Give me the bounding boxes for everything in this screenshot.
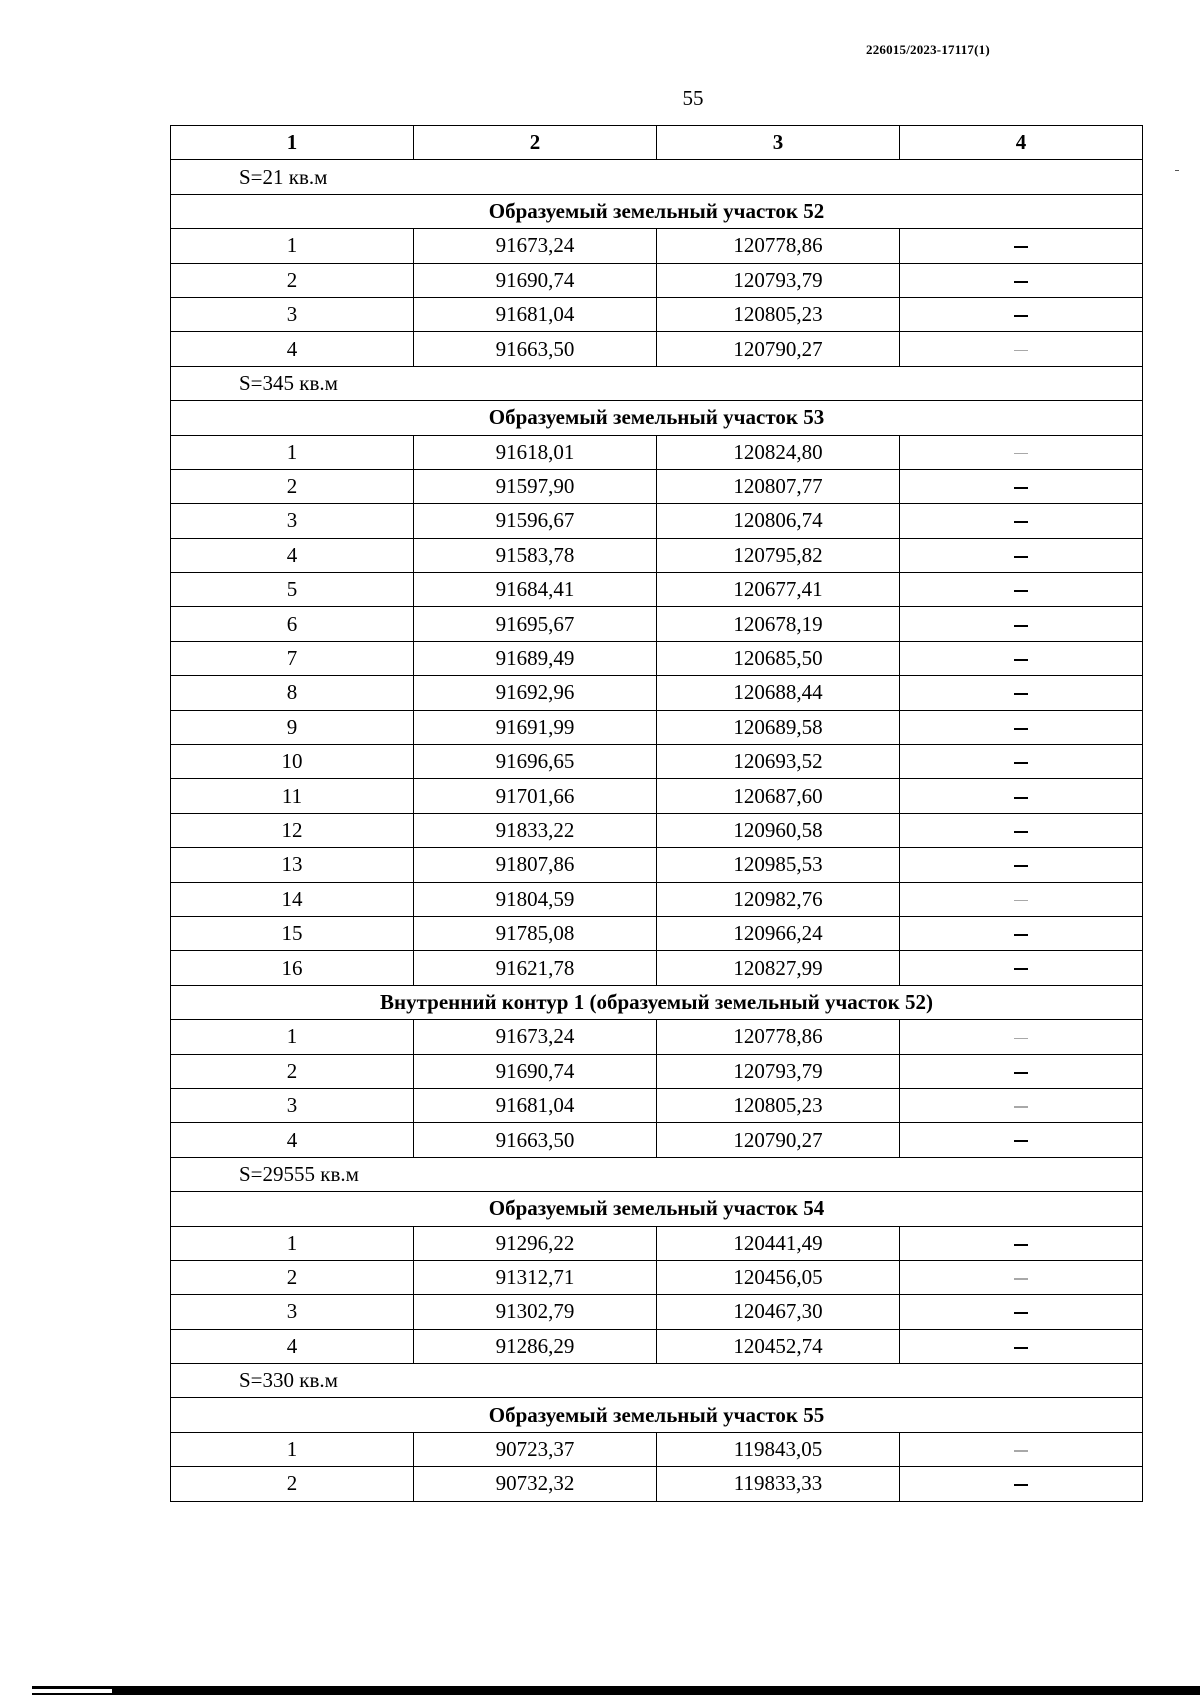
value-cell — [900, 607, 1143, 641]
point-number-cell: 2 — [171, 1054, 414, 1088]
dash-mark — [1014, 556, 1028, 558]
point-number-cell: 4 — [171, 1329, 414, 1363]
coordinate-y-cell: 120982,76 — [657, 882, 900, 916]
coordinate-x-cell: 91296,22 — [414, 1226, 657, 1260]
value-cell — [900, 848, 1143, 882]
coordinate-x-cell: 91689,49 — [414, 641, 657, 675]
point-number-cell: 1 — [171, 435, 414, 469]
value-cell — [900, 263, 1143, 297]
coordinate-y-cell: 120678,19 — [657, 607, 900, 641]
coordinate-x-cell: 91681,04 — [414, 1088, 657, 1122]
value-cell — [900, 229, 1143, 263]
dash-mark — [1014, 281, 1028, 283]
table-row — [171, 1295, 1143, 1329]
point-number-cell: 1 — [171, 1020, 414, 1054]
point-number-cell: 3 — [171, 1295, 414, 1329]
coordinate-y-cell: 120790,27 — [657, 332, 900, 366]
area-row — [171, 1157, 1143, 1191]
point-number-cell: 5 — [171, 573, 414, 607]
value-cell — [900, 1054, 1143, 1088]
coordinate-y-cell: 120689,58 — [657, 710, 900, 744]
coordinate-y-cell: 120456,05 — [657, 1260, 900, 1294]
dash-mark — [1014, 1312, 1028, 1314]
point-number-cell: 10 — [171, 745, 414, 779]
table-row — [171, 1088, 1143, 1122]
value-cell — [900, 1260, 1143, 1294]
coordinate-y-cell: 120985,53 — [657, 848, 900, 882]
section-title-row — [171, 401, 1143, 435]
point-number-cell: 2 — [171, 1467, 414, 1501]
coordinate-y-cell: 120966,24 — [657, 916, 900, 950]
area-label: S=345 кв.м — [171, 366, 1143, 400]
coordinate-y-cell: 120452,74 — [657, 1329, 900, 1363]
coordinate-x-cell: 91691,99 — [414, 710, 657, 744]
dash-mark — [1014, 659, 1028, 661]
value-cell — [900, 504, 1143, 538]
table-row — [171, 676, 1143, 710]
dash-mark — [1014, 487, 1028, 489]
section-title: Образуемый земельный участок 52 — [171, 194, 1143, 228]
point-number-cell: 4 — [171, 332, 414, 366]
coordinate-y-cell: 120677,41 — [657, 573, 900, 607]
value-cell — [900, 469, 1143, 503]
column-header: 4 — [900, 126, 1143, 160]
column-header: 1 — [171, 126, 414, 160]
column-header: 2 — [414, 126, 657, 160]
coordinate-x-cell: 91596,67 — [414, 504, 657, 538]
area-label: S=29555 кв.м — [171, 1157, 1143, 1191]
coordinate-y-cell: 120688,44 — [657, 676, 900, 710]
value-cell — [900, 1467, 1143, 1501]
value-cell — [900, 538, 1143, 572]
point-number-cell: 16 — [171, 951, 414, 985]
dash-mark — [1014, 1244, 1028, 1246]
coordinate-y-cell: 120685,50 — [657, 641, 900, 675]
coordinate-x-cell: 91804,59 — [414, 882, 657, 916]
dash-mark — [1014, 315, 1028, 317]
coordinate-y-cell: 120790,27 — [657, 1123, 900, 1157]
coordinate-x-cell: 91302,79 — [414, 1295, 657, 1329]
coordinate-y-cell: 120441,49 — [657, 1226, 900, 1260]
table-row — [171, 297, 1143, 331]
coordinate-y-cell: 120805,23 — [657, 297, 900, 331]
dash-mark — [1014, 1072, 1028, 1074]
point-number-cell: 1 — [171, 1226, 414, 1260]
coordinate-x-cell: 91673,24 — [414, 1020, 657, 1054]
coordinate-x-cell: 91807,86 — [414, 848, 657, 882]
table-row — [171, 779, 1143, 813]
point-number-cell: 6 — [171, 607, 414, 641]
dash-mark — [1014, 453, 1028, 455]
dash-mark — [1014, 900, 1028, 902]
point-number-cell: 2 — [171, 263, 414, 297]
page-number: 55 — [682, 86, 704, 110]
value-cell — [900, 641, 1143, 675]
table-row — [171, 504, 1143, 538]
point-number-cell: 9 — [171, 710, 414, 744]
value-cell — [900, 951, 1143, 985]
dash-mark — [1014, 1450, 1028, 1452]
area-row — [171, 366, 1143, 400]
value-cell — [900, 745, 1143, 779]
dash-mark — [1014, 762, 1028, 764]
point-number-cell: 2 — [171, 1260, 414, 1294]
coordinate-y-cell: 120827,99 — [657, 951, 900, 985]
coordinate-x-cell: 91597,90 — [414, 469, 657, 503]
table-row — [171, 1260, 1143, 1294]
point-number-cell: 11 — [171, 779, 414, 813]
area-label: S=21 кв.м — [171, 160, 1143, 194]
coordinate-x-cell: 91621,78 — [414, 951, 657, 985]
coordinate-x-cell: 91692,96 — [414, 676, 657, 710]
point-number-cell: 1 — [171, 1432, 414, 1466]
section-title-row — [171, 1192, 1143, 1226]
table-row — [171, 469, 1143, 503]
table-row — [171, 848, 1143, 882]
point-number-cell: 7 — [171, 641, 414, 675]
coordinate-x-cell: 91696,65 — [414, 745, 657, 779]
dash-mark — [1014, 1106, 1028, 1108]
value-cell — [900, 435, 1143, 469]
coordinate-y-cell: 120807,77 — [657, 469, 900, 503]
coordinate-y-cell: 119843,05 — [657, 1432, 900, 1466]
dash-mark — [1014, 797, 1028, 799]
area-label: S=330 кв.м — [171, 1364, 1143, 1398]
value-cell — [900, 1432, 1143, 1466]
table-row — [171, 229, 1143, 263]
value-cell — [900, 710, 1143, 744]
scan-artifact — [1175, 170, 1179, 171]
value-cell — [900, 1226, 1143, 1260]
coordinate-y-cell: 120778,86 — [657, 1020, 900, 1054]
point-number-cell: 2 — [171, 469, 414, 503]
table-row — [171, 573, 1143, 607]
coordinate-x-cell: 90732,32 — [414, 1467, 657, 1501]
value-cell — [900, 779, 1143, 813]
point-number-cell: 8 — [171, 676, 414, 710]
coordinate-x-cell: 91690,74 — [414, 1054, 657, 1088]
column-header: 3 — [657, 126, 900, 160]
value-cell — [900, 1020, 1143, 1054]
value-cell — [900, 1088, 1143, 1122]
table-row — [171, 1054, 1143, 1088]
coordinate-y-cell: 120687,60 — [657, 779, 900, 813]
coordinate-x-cell: 91286,29 — [414, 1329, 657, 1363]
value-cell — [900, 676, 1143, 710]
coordinate-x-cell: 91701,66 — [414, 779, 657, 813]
table-row — [171, 1432, 1143, 1466]
dash-mark — [1014, 1484, 1028, 1486]
dash-mark — [1014, 1140, 1028, 1142]
section-title: Образуемый земельный участок 53 — [171, 401, 1143, 435]
table-row — [171, 710, 1143, 744]
coordinate-x-cell: 91684,41 — [414, 573, 657, 607]
coordinate-x-cell: 91833,22 — [414, 813, 657, 847]
dash-mark — [1014, 728, 1028, 730]
coordinate-y-cell: 119833,33 — [657, 1467, 900, 1501]
coordinate-y-cell: 120778,86 — [657, 229, 900, 263]
point-number-cell: 4 — [171, 1123, 414, 1157]
section-title: Образуемый земельный участок 54 — [171, 1192, 1143, 1226]
point-number-cell: 3 — [171, 297, 414, 331]
value-cell — [900, 332, 1143, 366]
coordinate-x-cell: 90723,37 — [414, 1432, 657, 1466]
dash-mark — [1014, 1038, 1028, 1040]
value-cell — [900, 1329, 1143, 1363]
table-header-row — [171, 126, 1143, 160]
coordinates-table — [170, 125, 1143, 1502]
table-row — [171, 1329, 1143, 1363]
table-body — [171, 160, 1143, 1501]
coordinate-x-cell: 91695,67 — [414, 607, 657, 641]
coordinate-y-cell: 120795,82 — [657, 538, 900, 572]
table-row — [171, 332, 1143, 366]
dash-mark — [1014, 865, 1028, 867]
coordinate-y-cell: 120806,74 — [657, 504, 900, 538]
coordinate-y-cell: 120805,23 — [657, 1088, 900, 1122]
point-number-cell: 4 — [171, 538, 414, 572]
value-cell — [900, 1295, 1143, 1329]
table-row — [171, 641, 1143, 675]
coordinate-x-cell: 91312,71 — [414, 1260, 657, 1294]
table-row — [171, 1467, 1143, 1501]
table-row — [171, 435, 1143, 469]
coordinate-y-cell: 120793,79 — [657, 263, 900, 297]
table-row — [171, 813, 1143, 847]
dash-mark — [1014, 1347, 1028, 1349]
table-row — [171, 1020, 1143, 1054]
point-number-cell: 12 — [171, 813, 414, 847]
coordinate-y-cell: 120824,80 — [657, 435, 900, 469]
scan-edge-band — [32, 1686, 1200, 1695]
table-row — [171, 1226, 1143, 1260]
table-row — [171, 916, 1143, 950]
value-cell — [900, 1123, 1143, 1157]
point-number-cell: 3 — [171, 1088, 414, 1122]
section-title-row — [171, 194, 1143, 228]
coordinate-x-cell: 91583,78 — [414, 538, 657, 572]
section-title: Внутренний контур 1 (образуемый земельный участок 52) — [171, 985, 1143, 1019]
section-title: Образуемый земельный участок 55 — [171, 1398, 1143, 1432]
table-row — [171, 745, 1143, 779]
coordinate-y-cell: 120693,52 — [657, 745, 900, 779]
table-row — [171, 1123, 1143, 1157]
dash-mark — [1014, 625, 1028, 627]
table-row — [171, 538, 1143, 572]
dash-mark — [1014, 590, 1028, 592]
area-row — [171, 1364, 1143, 1398]
coordinate-x-cell: 91618,01 — [414, 435, 657, 469]
coordinate-y-cell: 120793,79 — [657, 1054, 900, 1088]
coordinate-x-cell: 91690,74 — [414, 263, 657, 297]
dash-mark — [1014, 934, 1028, 936]
table-row — [171, 882, 1143, 916]
area-row — [171, 160, 1143, 194]
value-cell — [900, 297, 1143, 331]
dash-mark — [1014, 1278, 1028, 1280]
value-cell — [900, 813, 1143, 847]
coordinate-y-cell: 120960,58 — [657, 813, 900, 847]
scan-edge-taper — [32, 1689, 112, 1693]
value-cell — [900, 882, 1143, 916]
dash-mark — [1014, 521, 1028, 523]
point-number-cell: 14 — [171, 882, 414, 916]
coordinate-y-cell: 120467,30 — [657, 1295, 900, 1329]
point-number-cell: 1 — [171, 229, 414, 263]
value-cell — [900, 916, 1143, 950]
coordinate-x-cell: 91663,50 — [414, 332, 657, 366]
point-number-cell: 13 — [171, 848, 414, 882]
coordinate-x-cell: 91663,50 — [414, 1123, 657, 1157]
dash-mark — [1014, 246, 1028, 248]
coordinate-x-cell: 91681,04 — [414, 297, 657, 331]
table-row — [171, 607, 1143, 641]
dash-mark — [1014, 350, 1028, 352]
coordinate-x-cell: 91673,24 — [414, 229, 657, 263]
table-row — [171, 263, 1143, 297]
section-title-row — [171, 1398, 1143, 1432]
dash-mark — [1014, 968, 1028, 970]
coordinate-x-cell: 91785,08 — [414, 916, 657, 950]
document-id: 226015/2023-17117(1) — [866, 42, 990, 57]
table-row — [171, 951, 1143, 985]
section-title-row — [171, 985, 1143, 1019]
dash-mark — [1014, 693, 1028, 695]
point-number-cell: 15 — [171, 916, 414, 950]
dash-mark — [1014, 831, 1028, 833]
value-cell — [900, 573, 1143, 607]
point-number-cell: 3 — [171, 504, 414, 538]
